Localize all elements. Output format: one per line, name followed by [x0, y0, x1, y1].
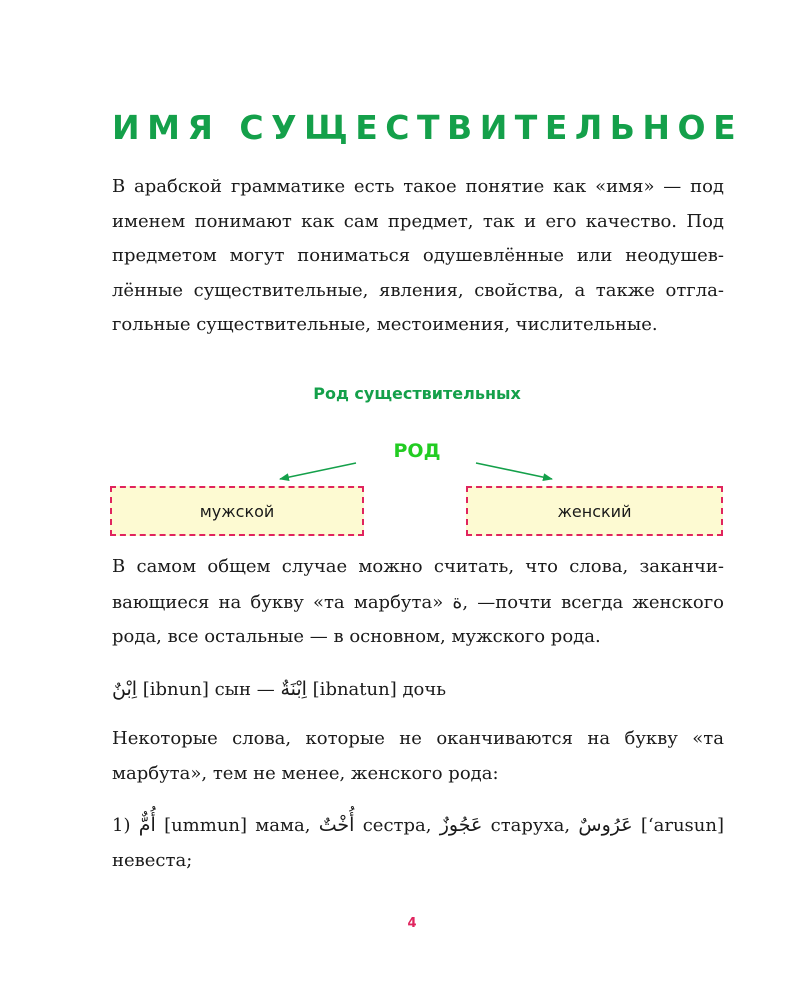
rule-text-before: В самом общем случае можно считать, что слова, заканчивающиеся на букву «та марбута»: [112, 556, 724, 613]
arabic-ajuzun: عَجُوزٌ: [439, 814, 483, 836]
translit-son: [ibnun] сын —: [137, 679, 281, 700]
arabic-ibnatun: اِبْنَةٌ: [280, 678, 307, 700]
list-number: 1): [112, 815, 139, 836]
arabic-ummun: أُمٌّ: [138, 814, 156, 836]
gloss-mother: [ummun] мама,: [155, 815, 319, 836]
diagram-title: Род существительных: [313, 384, 521, 403]
masculine-box: мужской: [110, 486, 364, 536]
gloss-sister: сестра,: [354, 815, 440, 836]
diagram-root: РОД: [393, 440, 441, 462]
page-title: ИМЯ СУЩЕСТВИТЕЛЬНОЕ: [112, 108, 744, 147]
feminine-box: женский: [466, 486, 723, 536]
arabic-ukhtun: أُخْتٌ: [318, 814, 355, 836]
translit-daughter: [ibnatun] дочь: [306, 679, 447, 700]
arrow-left: [280, 463, 356, 479]
example-line: [112, 672, 446, 707]
exceptions-list: [112, 808, 724, 878]
arrow-right: [476, 463, 552, 479]
rule-text-after: , —почти всегда женского рода, все остальные — в основном, мужского рода.: [112, 591, 724, 647]
intro-paragraph: В арабской грамматике есть такое понятие как «имя» — под именем понимают как сам предмет, так и его качество. Под предметом могут пониматься одушевлённые или неодушевлённые существительные, явления, свойства, а также отглагольные существительные, местоимения, числительные.: [112, 176, 724, 335]
exceptions-intro: Некоторые слова, которые не оканчиваются на букву «та марбута», тем не менее, женского рода:: [112, 728, 724, 784]
rule-paragraph: [112, 550, 724, 655]
arabic-arusun: عَرُوسٌ: [578, 814, 633, 836]
ta-marbuta-letter: ة: [452, 590, 463, 613]
gloss-bride: [‘arusun] невеста;: [112, 815, 724, 871]
arabic-ibnun: اِبْنٌ: [112, 678, 138, 700]
gloss-old-woman: старуха,: [482, 815, 579, 836]
page-number: 4: [407, 916, 417, 931]
